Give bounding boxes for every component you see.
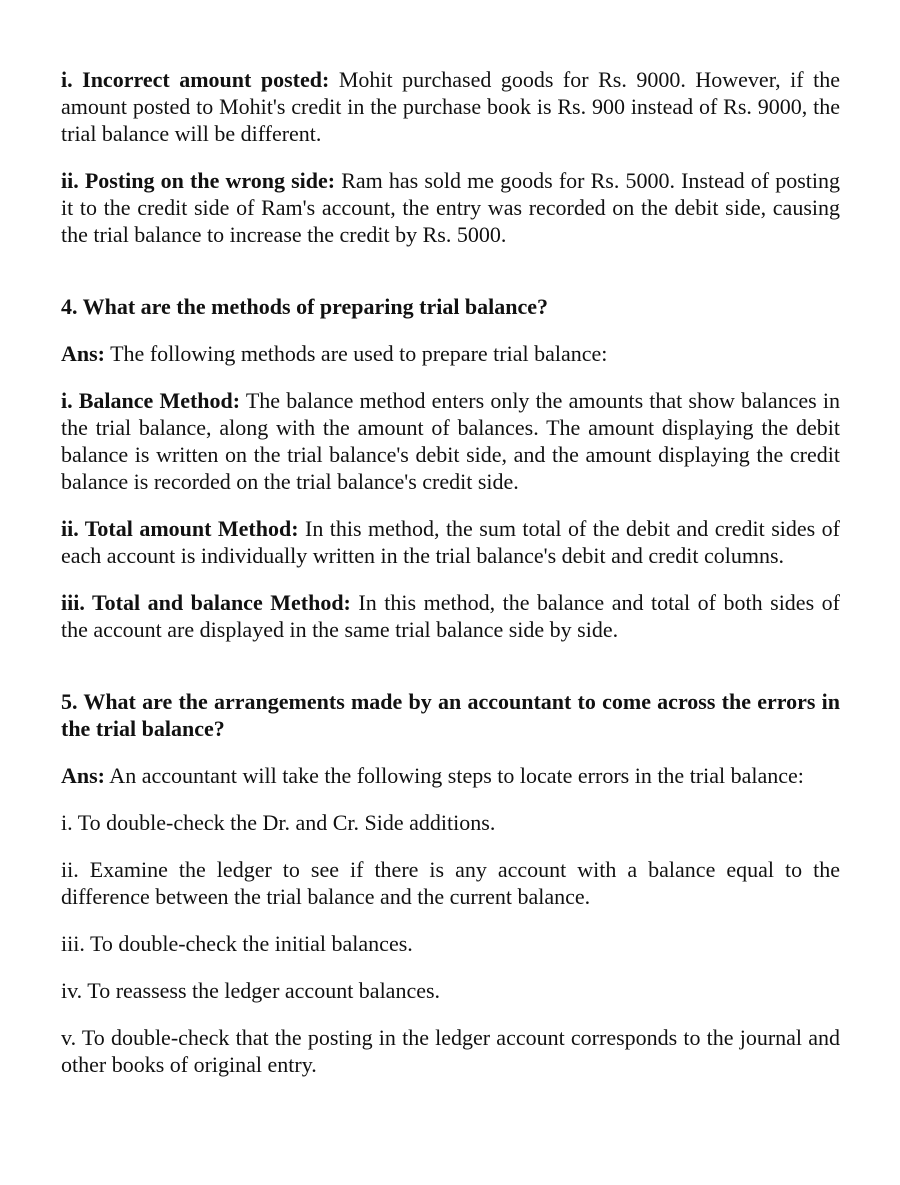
- question-heading: 4. What are the methods of preparing trial balance?: [61, 294, 549, 319]
- answer-text: An accountant will take the following steps to locate errors in the trial balance:: [105, 763, 804, 788]
- answer-label: Ans:: [61, 763, 106, 788]
- question-4-section: [61, 293, 840, 643]
- step-item: iii. To double-check the initial balances.: [61, 931, 413, 956]
- step-item: iv. To reassess the ledger account balances.: [61, 978, 441, 1003]
- method-item: [61, 589, 840, 643]
- paragraph-lead: i. Incorrect amount posted:: [61, 67, 330, 92]
- question-5-section: [61, 688, 840, 1078]
- method-title: i. Balance Method:: [61, 388, 241, 413]
- question-heading: 5. What are the arrangements made by an accountant to come across the errors in the trial balance?: [61, 689, 840, 741]
- method-text: In this method, the sum total of the debit and credit sides of each account is individually written in the trial balance's debit and credit columns.: [61, 516, 840, 568]
- paragraph-text: Mohit purchased goods for Rs. 9000. However, if the amount posted to Mohit's credit in the purchase book is Rs. 900 instead of Rs. 9000, the trial balance will be different.: [61, 67, 841, 146]
- method-title: iii. Total and balance Method:: [61, 590, 351, 615]
- step-item: i. To double-check the Dr. and Cr. Side additions.: [61, 810, 496, 835]
- paragraph-lead: ii. Posting on the wrong side:: [61, 168, 336, 193]
- method-title: ii. Total amount Method:: [61, 516, 299, 541]
- answer-text: The following methods are used to prepare trial balance:: [105, 341, 608, 366]
- intro-paragraph: [61, 66, 840, 147]
- paragraph-text: Ram has sold me goods for Rs. 5000. Instead of posting it to the credit side of Ram's account, the entry was recorded on the debit side, causing the trial balance to increase the credit by Rs. 5000.: [61, 168, 840, 247]
- method-text: In this method, the balance and total of both sides of the account are displayed in the same trial balance side by side.: [61, 590, 840, 642]
- answer-intro: [61, 762, 840, 789]
- step-item: ii. Examine the ledger to see if there is any account with a balance equal to the difference between the trial balance and the current balance.: [61, 857, 840, 909]
- method-text: The balance method enters only the amounts that show balances in the trial balance, along with the amount of balances. The amount displaying the debit balance is written on the trial balance's debit side, and the amount displaying the credit balance is recorded on the trial balance's credit side.: [61, 388, 840, 494]
- method-item: [61, 387, 840, 495]
- step-item: v. To double-check that the posting in the ledger account corresponds to the journal and other books of original entry.: [61, 1025, 840, 1077]
- answer-intro: [61, 340, 840, 367]
- answer-label: Ans:: [61, 341, 106, 366]
- intro-paragraph: [61, 167, 840, 248]
- method-item: [61, 515, 840, 569]
